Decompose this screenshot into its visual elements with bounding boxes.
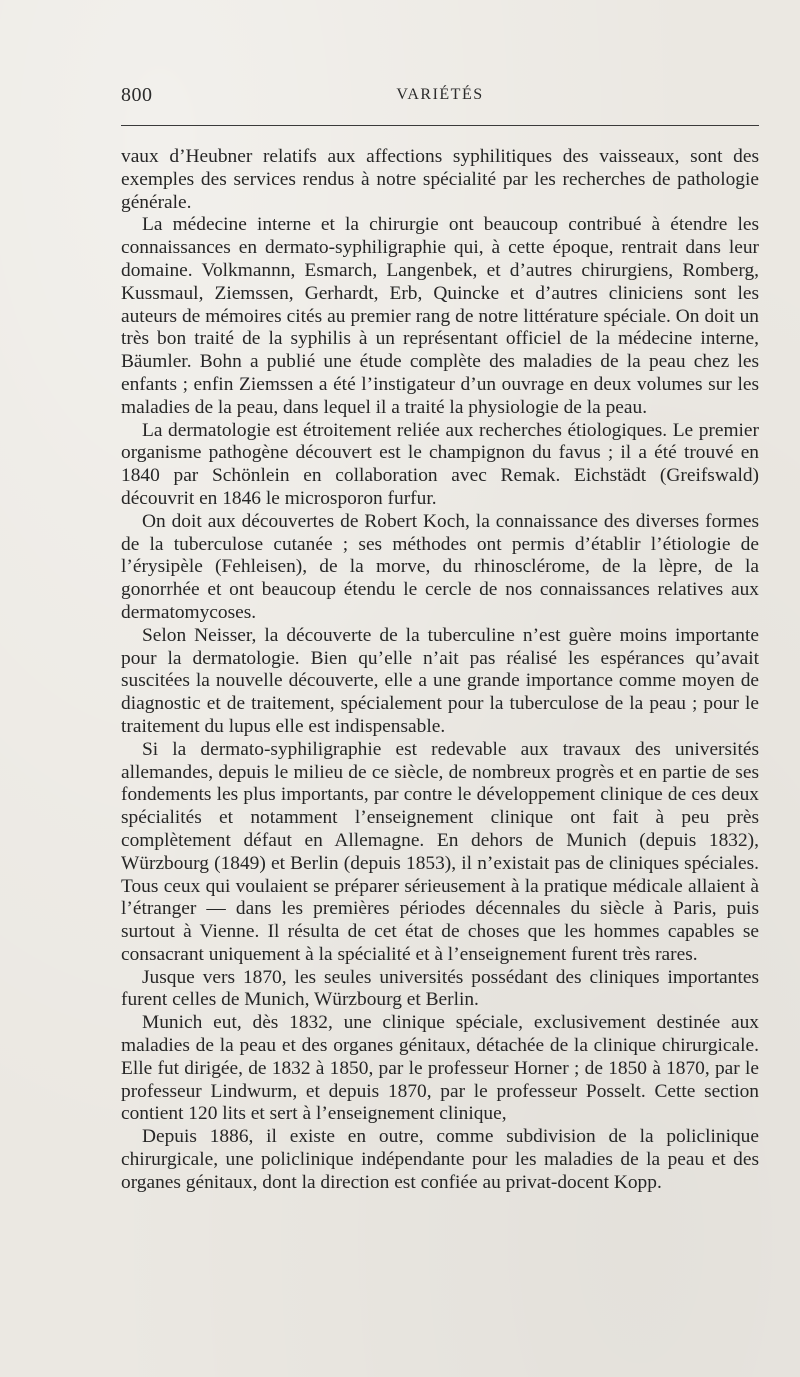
page-header — [121, 84, 759, 114]
paragraph: Munich eut, dès 1832, une clinique spéciale, exclusivement destinée aux maladies de la peau et des organes génitaux, détachée de la clinique chirurgicale. Elle fut dirigée, de 1832 à 1850, par le professeur Horner ; de 1850 à 1870, par le professeur Lindwurm, et depuis 1870, par le professeur Posselt. Cette section contient 120 lits et sert à l’enseignement clinique, — [121, 1012, 759, 1125]
paragraph: Depuis 1886, il existe en outre, comme subdivision de la policlinique chirurgicale, une policlinique indépendante pour les maladies de la peau et des organes génitaux, dont la direction est confiée au privat-docent Kopp. — [121, 1126, 759, 1193]
paragraph: Selon Neisser, la découverte de la tuberculine n’est guère moins importante pour la dermatologie. Bien qu’elle n’ait pas réalisé les espérances qu’avait suscitées la nouvelle découverte, elle a une grande importance comme moyen de diagnostic et de traitement, spécialement pour la tuberculose de la peau ; pour le traitement du lupus elle est indispensable. — [121, 624, 759, 737]
paragraph: Si la dermato-syphiligraphie est redevable aux travaux des universités allemandes, depuis le milieu de ce siècle, de nombreux progrès et en partie de ses fondements les plus importants, par contre le développement clinique de ces deux spécialités et notamment l’enseignement clinique ont fait à peu près complètement défaut en Allemagne. En dehors de Munich (depuis 1832), Würzbourg (1849) et Berlin (depuis 1853), il n’existait pas de cliniques spéciales. Tous ceux qui voulaient se préparer sérieusement à la pratique médicale allaient à l’étranger — dans les premières périodes décennales du siècle à Paris, puis surtout à Vienne. Il résulta de cet état de choses que les hommes capables se consacrant uniquement à la spécialité et à l’enseignement furent très rares. — [121, 738, 759, 965]
header-rule — [121, 125, 759, 126]
paragraph: La médecine interne et la chirurgie ont beaucoup contribué à étendre les connaissances en dermato-syphiligraphie qui, à cette époque, rentrait dans leur domaine. Volkmannn, Esmarch, Langenbek, et d’autres chirurgiens, Romberg, Kussmaul, Ziemssen, Gerhardt, Erb, Quincke et d’autres cliniciens sont les auteurs de mémoires cités au premier rang de notre littérature spéciale. On doit un très bon traité de la syphilis à un représentant officiel de la médecine interne, Bäumler. Bohn a publié une étude complète des maladies de la peau chez les enfants ; enfin Ziemssen a été l’instigateur d’un ouvrage en deux volumes sur les maladies de la peau, dans lequel il a traité la physiologie de la peau. — [121, 214, 759, 418]
paragraph: La dermatologie est étroitement reliée aux recherches étiologiques. Le premier organisme pathogène découvert est le champignon du favus ; il a été trouvé en 1840 par Schönlein en collaboration avec Remak. Eichstädt (Greifswald) découvrit en 1846 le microsporon furfur. — [121, 419, 759, 509]
paragraph: Jusque vers 1870, les seules universités possédant des cliniques importantes furent celles de Munich, Würzbourg et Berlin. — [121, 966, 759, 1011]
body-text — [121, 146, 759, 1195]
page-number: 800 — [121, 84, 153, 106]
paragraph: vaux d’Heubner relatifs aux affections syphilitiques des vaisseaux, sont des exemples des services rendus à notre spécialité par les recherches de pathologie générale. — [121, 146, 759, 213]
running-title: VARIÉTÉS — [396, 86, 484, 103]
paragraph: On doit aux découvertes de Robert Koch, la connaissance des diverses formes de la tuberculose cutanée ; ses méthodes ont permis d’établir l’étiologie de l’érysipèle (Fehleisen), de la morve, du rhinosclérome, de la lèpre, de la gonorrhée et ont beaucoup étendu le cercle de nos connaissances relatives aux dermatomycoses. — [121, 510, 759, 623]
